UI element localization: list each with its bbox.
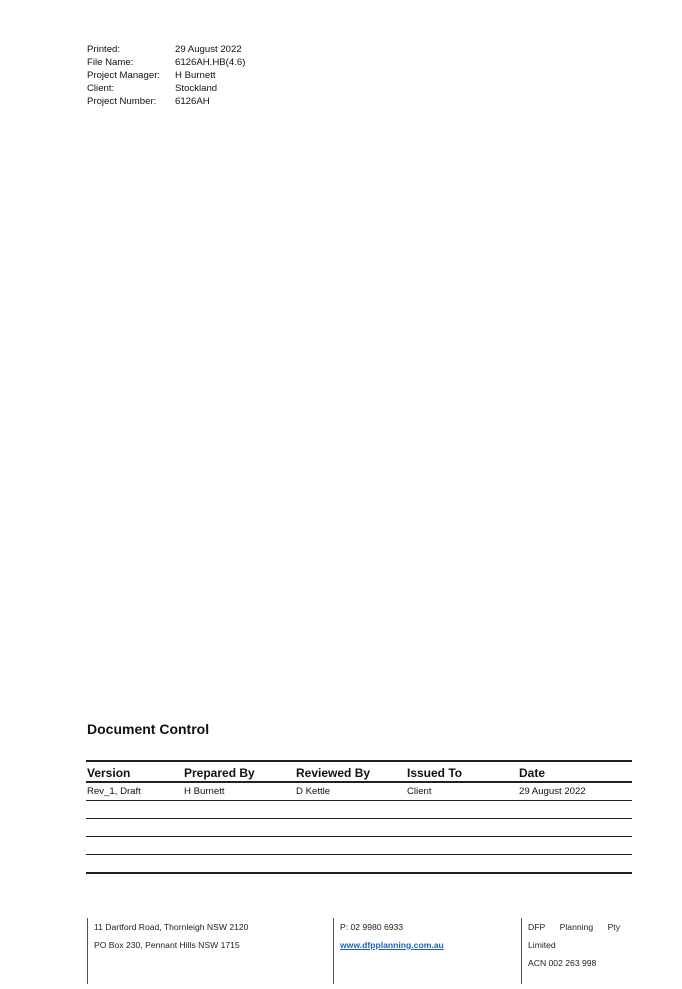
footer-address	[87, 918, 333, 984]
footer-website-link[interactable]: www.dfpplanning.com.au	[340, 940, 444, 950]
cell-prepared-by: H Burnett	[183, 782, 295, 801]
meta-value: H Burnett	[175, 70, 216, 81]
cell-issued-to: Client	[406, 782, 518, 801]
footer-company-name	[528, 918, 620, 936]
footer-po-box: PO Box 230, Pennant Hills NSW 1715	[94, 940, 240, 950]
header-date: Date	[518, 761, 632, 782]
footer-contact	[333, 918, 521, 984]
meta-row-file-name	[87, 56, 245, 69]
meta-value: Stockland	[175, 83, 218, 94]
document-control-title: Document Control	[87, 721, 210, 737]
header-issued-to: Issued To	[406, 761, 518, 782]
header-prepared-by: Prepared By	[183, 761, 295, 782]
footer-street-address: 11 Dartford Road, Thornleigh NSW 2120	[94, 922, 249, 932]
meta-label: Project Manager:	[87, 70, 161, 81]
meta-value: 6126AH.HB(4.6)	[175, 57, 246, 68]
document-control-table	[86, 760, 632, 874]
meta-row-project-manager	[87, 69, 245, 82]
footer-company-word: DFP	[528, 922, 546, 932]
table-header-row	[86, 761, 632, 782]
meta-value: 6126AH	[175, 96, 210, 107]
meta-value: 29 August 2022	[175, 44, 242, 55]
footer-company-suffix: Limited	[528, 940, 556, 950]
footer-acn: ACN 002 263 998	[528, 958, 597, 968]
meta-label: File Name:	[87, 57, 134, 68]
meta-label: Printed:	[87, 44, 121, 55]
meta-label: Client:	[87, 83, 115, 94]
table-row-empty	[86, 837, 632, 855]
cell-date: 29 August 2022	[518, 782, 632, 801]
header-reviewed-by: Reviewed By	[295, 761, 406, 782]
cell-reviewed-by: D Kettle	[295, 782, 406, 801]
footer-company	[521, 918, 635, 984]
meta-row-project-number	[87, 95, 245, 108]
meta-row-printed	[87, 43, 245, 56]
footer-company-word: Pty	[607, 922, 620, 932]
meta-label: Project Number:	[87, 96, 157, 107]
table-row-empty	[86, 855, 632, 874]
table-row	[86, 782, 632, 801]
table-row-empty	[86, 819, 632, 837]
footer-phone: P: 02 9980 6933	[340, 922, 404, 932]
cell-version: Rev_1, Draft	[86, 782, 183, 801]
footer-company-word: Planning	[559, 922, 594, 932]
table-row-empty	[86, 801, 632, 819]
meta-row-client	[87, 82, 245, 95]
header-version: Version	[86, 761, 183, 782]
document-metadata	[87, 43, 245, 108]
page-footer	[87, 918, 635, 984]
